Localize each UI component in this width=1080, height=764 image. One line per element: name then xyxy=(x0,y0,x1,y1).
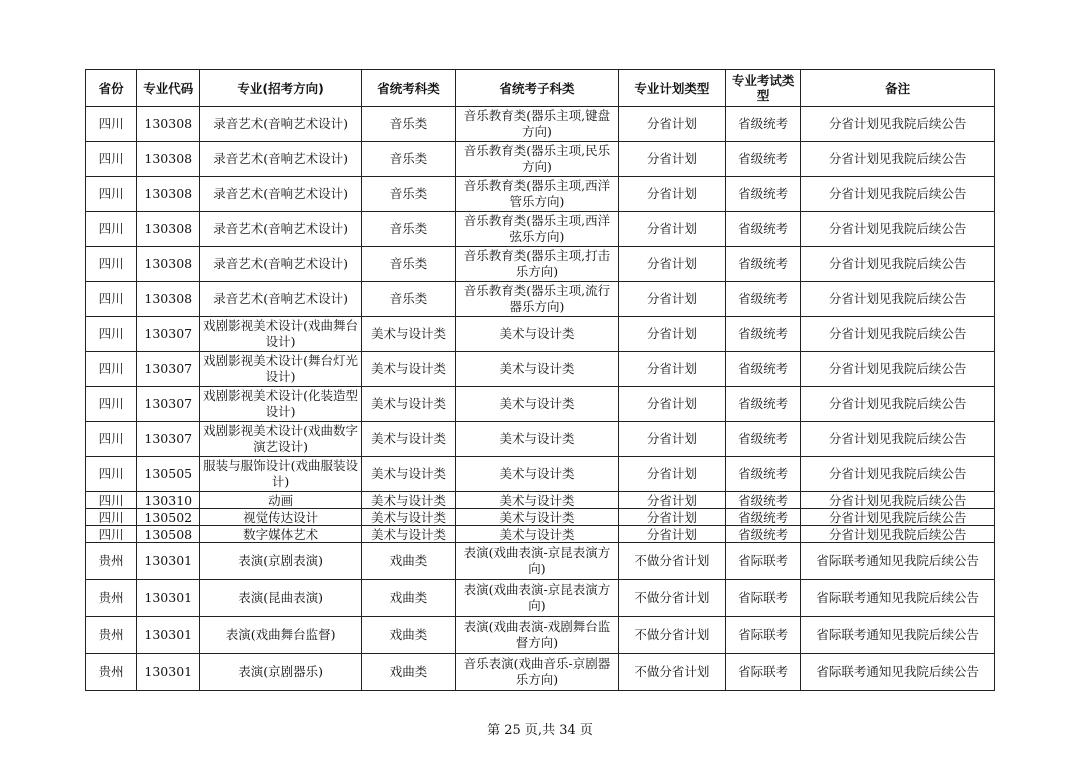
cell-exam-subcategory: 音乐教育类(器乐主项,西洋弦乐方向) xyxy=(456,212,619,247)
table-row xyxy=(86,457,995,492)
table-row xyxy=(86,317,995,352)
cell-plan-type: 分省计划 xyxy=(618,492,725,509)
cell-major-code: 130308 xyxy=(137,107,200,142)
table-row xyxy=(86,387,995,422)
cell-remarks: 省际联考通知见我院后续公告 xyxy=(801,617,995,654)
table-row xyxy=(86,422,995,457)
cell-exam-subcategory: 音乐教育类(器乐主项,民乐方向) xyxy=(456,142,619,177)
cell-major-code: 130502 xyxy=(137,509,200,526)
cell-exam-type: 省级统考 xyxy=(726,142,801,177)
cell-exam-category: 戏曲类 xyxy=(361,617,455,654)
cell-exam-category: 音乐类 xyxy=(361,212,455,247)
cell-province: 贵州 xyxy=(86,580,137,617)
cell-major-code: 130308 xyxy=(137,212,200,247)
cell-province: 贵州 xyxy=(86,543,137,580)
cell-major-code: 130505 xyxy=(137,457,200,492)
cell-exam-subcategory: 美术与设计类 xyxy=(456,352,619,387)
cell-exam-category: 戏曲类 xyxy=(361,543,455,580)
cell-major-code: 130308 xyxy=(137,282,200,317)
header-exam-subcategory: 省统考子科类 xyxy=(456,70,619,107)
cell-exam-category: 美术与设计类 xyxy=(361,492,455,509)
cell-remarks: 分省计划见我院后续公告 xyxy=(801,317,995,352)
cell-exam-type: 省际联考 xyxy=(726,543,801,580)
cell-plan-type: 不做分省计划 xyxy=(618,654,725,691)
cell-province: 四川 xyxy=(86,212,137,247)
cell-major-code: 130307 xyxy=(137,387,200,422)
cell-remarks: 分省计划见我院后续公告 xyxy=(801,142,995,177)
cell-remarks: 分省计划见我院后续公告 xyxy=(801,107,995,142)
table-row xyxy=(86,177,995,212)
cell-exam-subcategory: 音乐教育类(器乐主项,流行器乐方向) xyxy=(456,282,619,317)
cell-exam-type: 省级统考 xyxy=(726,526,801,543)
cell-exam-type: 省级统考 xyxy=(726,317,801,352)
cell-plan-type: 不做分省计划 xyxy=(618,580,725,617)
cell-remarks: 分省计划见我院后续公告 xyxy=(801,526,995,543)
cell-major-code: 130301 xyxy=(137,617,200,654)
cell-exam-category: 音乐类 xyxy=(361,282,455,317)
cell-major-code: 130301 xyxy=(137,654,200,691)
cell-exam-type: 省际联考 xyxy=(726,617,801,654)
cell-major: 动画 xyxy=(200,492,362,509)
cell-exam-subcategory: 音乐教育类(器乐主项,打击乐方向) xyxy=(456,247,619,282)
cell-province: 四川 xyxy=(86,352,137,387)
cell-major-code: 130508 xyxy=(137,526,200,543)
cell-province: 四川 xyxy=(86,142,137,177)
cell-plan-type: 分省计划 xyxy=(618,142,725,177)
cell-remarks: 分省计划见我院后续公告 xyxy=(801,387,995,422)
cell-province: 四川 xyxy=(86,282,137,317)
cell-major: 录音艺术(音响艺术设计) xyxy=(200,247,362,282)
cell-exam-type: 省际联考 xyxy=(726,580,801,617)
cell-major: 录音艺术(音响艺术设计) xyxy=(200,107,362,142)
header-exam-type: 专业考试类型 xyxy=(726,70,801,107)
cell-exam-category: 美术与设计类 xyxy=(361,387,455,422)
cell-plan-type: 分省计划 xyxy=(618,387,725,422)
cell-province: 贵州 xyxy=(86,617,137,654)
cell-major-code: 130307 xyxy=(137,317,200,352)
cell-major: 数字媒体艺术 xyxy=(200,526,362,543)
cell-exam-subcategory: 美术与设计类 xyxy=(456,526,619,543)
cell-remarks: 省际联考通知见我院后续公告 xyxy=(801,580,995,617)
cell-exam-type: 省级统考 xyxy=(726,247,801,282)
cell-major: 表演(京剧表演) xyxy=(200,543,362,580)
cell-exam-subcategory: 美术与设计类 xyxy=(456,422,619,457)
cell-major: 录音艺术(音响艺术设计) xyxy=(200,212,362,247)
cell-province: 四川 xyxy=(86,422,137,457)
cell-remarks: 省际联考通知见我院后续公告 xyxy=(801,654,995,691)
cell-exam-type: 省级统考 xyxy=(726,352,801,387)
cell-exam-category: 美术与设计类 xyxy=(361,526,455,543)
cell-plan-type: 分省计划 xyxy=(618,212,725,247)
cell-exam-type: 省级统考 xyxy=(726,282,801,317)
cell-plan-type: 分省计划 xyxy=(618,526,725,543)
cell-remarks: 分省计划见我院后续公告 xyxy=(801,422,995,457)
cell-exam-type: 省际联考 xyxy=(726,654,801,691)
cell-major-code: 130307 xyxy=(137,352,200,387)
cell-exam-category: 美术与设计类 xyxy=(361,457,455,492)
cell-plan-type: 分省计划 xyxy=(618,107,725,142)
header-remarks: 备注 xyxy=(801,70,995,107)
table-header-row xyxy=(86,70,995,107)
cell-major-code: 130301 xyxy=(137,580,200,617)
cell-exam-subcategory: 美术与设计类 xyxy=(456,509,619,526)
table-row xyxy=(86,654,995,691)
cell-major: 录音艺术(音响艺术设计) xyxy=(200,177,362,212)
cell-major: 戏剧影视美术设计(戏曲数字演艺设计) xyxy=(200,422,362,457)
cell-exam-subcategory: 美术与设计类 xyxy=(456,492,619,509)
cell-exam-category: 美术与设计类 xyxy=(361,317,455,352)
table-row xyxy=(86,526,995,543)
table-row xyxy=(86,617,995,654)
cell-exam-category: 美术与设计类 xyxy=(361,352,455,387)
cell-province: 四川 xyxy=(86,247,137,282)
cell-exam-category: 美术与设计类 xyxy=(361,422,455,457)
cell-remarks: 分省计划见我院后续公告 xyxy=(801,247,995,282)
cell-plan-type: 分省计划 xyxy=(618,282,725,317)
cell-exam-category: 音乐类 xyxy=(361,177,455,212)
cell-plan-type: 分省计划 xyxy=(618,422,725,457)
cell-province: 四川 xyxy=(86,177,137,212)
cell-exam-type: 省级统考 xyxy=(726,492,801,509)
cell-major: 表演(京剧器乐) xyxy=(200,654,362,691)
table-row xyxy=(86,580,995,617)
cell-plan-type: 分省计划 xyxy=(618,509,725,526)
header-major: 专业(招考方向) xyxy=(200,70,362,107)
cell-exam-type: 省级统考 xyxy=(726,177,801,212)
cell-exam-subcategory: 表演(戏曲表演-京昆表演方向) xyxy=(456,543,619,580)
cell-major-code: 130301 xyxy=(137,543,200,580)
cell-exam-subcategory: 音乐教育类(器乐主项,西洋管乐方向) xyxy=(456,177,619,212)
table-row xyxy=(86,543,995,580)
cell-exam-subcategory: 美术与设计类 xyxy=(456,317,619,352)
cell-exam-type: 省级统考 xyxy=(726,107,801,142)
cell-exam-category: 音乐类 xyxy=(361,142,455,177)
header-major-code: 专业代码 xyxy=(137,70,200,107)
table-row xyxy=(86,282,995,317)
cell-remarks: 分省计划见我院后续公告 xyxy=(801,212,995,247)
cell-remarks: 分省计划见我院后续公告 xyxy=(801,282,995,317)
header-province: 省份 xyxy=(86,70,137,107)
cell-remarks: 分省计划见我院后续公告 xyxy=(801,492,995,509)
cell-exam-category: 戏曲类 xyxy=(361,580,455,617)
cell-plan-type: 分省计划 xyxy=(618,177,725,212)
cell-province: 四川 xyxy=(86,526,137,543)
cell-exam-type: 省级统考 xyxy=(726,212,801,247)
cell-province: 四川 xyxy=(86,457,137,492)
table-row xyxy=(86,352,995,387)
cell-remarks: 省际联考通知见我院后续公告 xyxy=(801,543,995,580)
table-row xyxy=(86,142,995,177)
cell-plan-type: 分省计划 xyxy=(618,457,725,492)
cell-exam-subcategory: 表演(戏曲表演-京昆表演方向) xyxy=(456,580,619,617)
header-plan-type: 专业计划类型 xyxy=(618,70,725,107)
cell-exam-type: 省级统考 xyxy=(726,422,801,457)
cell-plan-type: 分省计划 xyxy=(618,317,725,352)
header-exam-category: 省统考科类 xyxy=(361,70,455,107)
table-row xyxy=(86,107,995,142)
cell-major: 表演(昆曲表演) xyxy=(200,580,362,617)
cell-exam-type: 省级统考 xyxy=(726,387,801,422)
cell-major: 戏剧影视美术设计(舞台灯光设计) xyxy=(200,352,362,387)
cell-province: 四川 xyxy=(86,107,137,142)
cell-exam-subcategory: 音乐教育类(器乐主项,键盘方向) xyxy=(456,107,619,142)
cell-remarks: 分省计划见我院后续公告 xyxy=(801,352,995,387)
admissions-table xyxy=(85,69,995,691)
cell-plan-type: 分省计划 xyxy=(618,352,725,387)
cell-exam-type: 省级统考 xyxy=(726,509,801,526)
cell-plan-type: 不做分省计划 xyxy=(618,543,725,580)
cell-province: 四川 xyxy=(86,492,137,509)
cell-exam-category: 美术与设计类 xyxy=(361,509,455,526)
cell-major-code: 130310 xyxy=(137,492,200,509)
cell-exam-subcategory: 表演(戏曲表演-戏剧舞台监督方向) xyxy=(456,617,619,654)
cell-major-code: 130308 xyxy=(137,177,200,212)
table-row xyxy=(86,212,995,247)
cell-plan-type: 分省计划 xyxy=(618,247,725,282)
cell-province: 四川 xyxy=(86,509,137,526)
cell-exam-category: 音乐类 xyxy=(361,247,455,282)
cell-major: 录音艺术(音响艺术设计) xyxy=(200,142,362,177)
cell-major: 戏剧影视美术设计(戏曲舞台设计) xyxy=(200,317,362,352)
table-row xyxy=(86,247,995,282)
table-row xyxy=(86,492,995,509)
cell-major-code: 130308 xyxy=(137,247,200,282)
cell-remarks: 分省计划见我院后续公告 xyxy=(801,177,995,212)
cell-major-code: 130308 xyxy=(137,142,200,177)
cell-major: 表演(戏曲舞台监督) xyxy=(200,617,362,654)
cell-major: 视觉传达设计 xyxy=(200,509,362,526)
cell-major: 录音艺术(音响艺术设计) xyxy=(200,282,362,317)
cell-remarks: 分省计划见我院后续公告 xyxy=(801,509,995,526)
cell-province: 贵州 xyxy=(86,654,137,691)
table-body xyxy=(86,107,995,691)
cell-exam-category: 戏曲类 xyxy=(361,654,455,691)
cell-remarks: 分省计划见我院后续公告 xyxy=(801,457,995,492)
cell-major-code: 130307 xyxy=(137,422,200,457)
page-footer: 第 25 页,共 34 页 xyxy=(487,723,593,738)
cell-major: 戏剧影视美术设计(化装造型设计) xyxy=(200,387,362,422)
cell-exam-subcategory: 美术与设计类 xyxy=(456,457,619,492)
cell-exam-category: 音乐类 xyxy=(361,107,455,142)
cell-province: 四川 xyxy=(86,317,137,352)
cell-plan-type: 不做分省计划 xyxy=(618,617,725,654)
cell-exam-subcategory: 音乐表演(戏曲音乐-京剧器乐方向) xyxy=(456,654,619,691)
cell-exam-subcategory: 美术与设计类 xyxy=(456,387,619,422)
table-row xyxy=(86,509,995,526)
cell-major: 服装与服饰设计(戏曲服装设计) xyxy=(200,457,362,492)
cell-exam-type: 省级统考 xyxy=(726,457,801,492)
cell-province: 四川 xyxy=(86,387,137,422)
